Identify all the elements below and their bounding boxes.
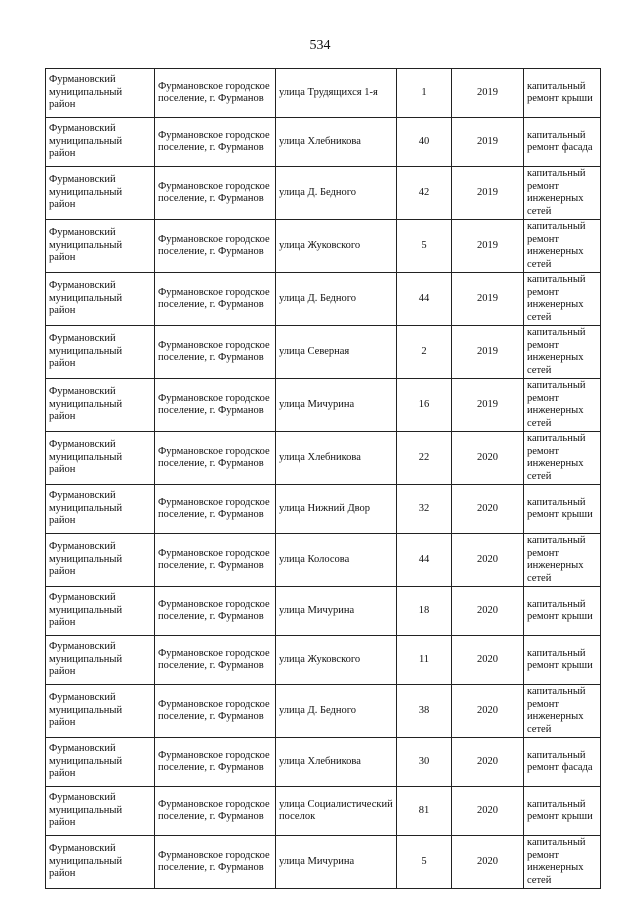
year-cell: 2020 — [452, 636, 524, 685]
house-number-cell: 16 — [397, 379, 452, 432]
year-cell: 2020 — [452, 534, 524, 587]
district-cell: Фурмановский муниципальный район — [46, 685, 155, 738]
settlement-cell: Фурмановское городское поселение, г. Фурманов — [155, 636, 276, 685]
settlement-cell: Фурмановское городское поселение, г. Фурманов — [155, 534, 276, 587]
settlement-cell: Фурмановское городское поселение, г. Фурманов — [155, 379, 276, 432]
district-cell: Фурмановский муниципальный район — [46, 69, 155, 118]
house-number-cell: 2 — [397, 326, 452, 379]
street-cell: улица Д. Бедного — [276, 167, 397, 220]
house-number-cell: 30 — [397, 738, 452, 787]
street-cell: улица Нижний Двор — [276, 485, 397, 534]
work-type-cell: капитальный ремонт крыши — [524, 485, 601, 534]
street-cell: улица Трудящихся 1-я — [276, 69, 397, 118]
year-cell: 2019 — [452, 167, 524, 220]
street-cell: улица Жуковского — [276, 220, 397, 273]
district-cell: Фурмановский муниципальный район — [46, 167, 155, 220]
year-cell: 2020 — [452, 836, 524, 889]
street-cell: улица Жуковского — [276, 636, 397, 685]
work-type-cell: капитальный ремонт крыши — [524, 69, 601, 118]
house-number-cell: 5 — [397, 220, 452, 273]
work-type-cell: капитальный ремонт крыши — [524, 587, 601, 636]
year-cell: 2020 — [452, 685, 524, 738]
street-cell: улица Хлебникова — [276, 432, 397, 485]
table-row — [46, 738, 601, 787]
house-number-cell: 38 — [397, 685, 452, 738]
work-type-cell: капитальный ремонт инженерных сетей — [524, 379, 601, 432]
year-cell: 2019 — [452, 379, 524, 432]
table-row — [46, 836, 601, 889]
house-number-cell: 11 — [397, 636, 452, 685]
house-number-cell: 42 — [397, 167, 452, 220]
work-type-cell: капитальный ремонт инженерных сетей — [524, 326, 601, 379]
street-cell: улица Хлебникова — [276, 118, 397, 167]
work-type-cell: капитальный ремонт фасада — [524, 738, 601, 787]
district-cell: Фурмановский муниципальный район — [46, 118, 155, 167]
street-cell: улица Мичурина — [276, 379, 397, 432]
settlement-cell: Фурмановское городское поселение, г. Фурманов — [155, 587, 276, 636]
year-cell: 2020 — [452, 738, 524, 787]
house-number-cell: 44 — [397, 273, 452, 326]
work-type-cell: капитальный ремонт инженерных сетей — [524, 432, 601, 485]
street-cell: улица Социалистический поселок — [276, 787, 397, 836]
work-type-cell: капитальный ремонт крыши — [524, 787, 601, 836]
table-row — [46, 787, 601, 836]
year-cell: 2020 — [452, 587, 524, 636]
settlement-cell: Фурмановское городское поселение, г. Фурманов — [155, 685, 276, 738]
table-row — [46, 69, 601, 118]
table-row — [46, 587, 601, 636]
table-row — [46, 685, 601, 738]
settlement-cell: Фурмановское городское поселение, г. Фурманов — [155, 485, 276, 534]
year-cell: 2019 — [452, 69, 524, 118]
settlement-cell: Фурмановское городское поселение, г. Фурманов — [155, 738, 276, 787]
district-cell: Фурмановский муниципальный район — [46, 432, 155, 485]
street-cell: улица Северная — [276, 326, 397, 379]
settlement-cell: Фурмановское городское поселение, г. Фурманов — [155, 220, 276, 273]
work-type-cell: капитальный ремонт крыши — [524, 636, 601, 685]
settlement-cell: Фурмановское городское поселение, г. Фурманов — [155, 273, 276, 326]
district-cell: Фурмановский муниципальный район — [46, 273, 155, 326]
year-cell: 2020 — [452, 432, 524, 485]
year-cell: 2020 — [452, 787, 524, 836]
house-number-cell: 1 — [397, 69, 452, 118]
work-type-cell: капитальный ремонт инженерных сетей — [524, 167, 601, 220]
table-row — [46, 118, 601, 167]
district-cell: Фурмановский муниципальный район — [46, 636, 155, 685]
work-type-cell: капитальный ремонт инженерных сетей — [524, 273, 601, 326]
settlement-cell: Фурмановское городское поселение, г. Фурманов — [155, 836, 276, 889]
house-number-cell: 44 — [397, 534, 452, 587]
work-type-cell: капитальный ремонт инженерных сетей — [524, 685, 601, 738]
district-cell: Фурмановский муниципальный район — [46, 836, 155, 889]
house-number-cell: 18 — [397, 587, 452, 636]
year-cell: 2020 — [452, 485, 524, 534]
table-row — [46, 534, 601, 587]
house-number-cell: 22 — [397, 432, 452, 485]
work-type-cell: капитальный ремонт фасада — [524, 118, 601, 167]
year-cell: 2019 — [452, 326, 524, 379]
table-row — [46, 379, 601, 432]
page-number: 534 — [309, 38, 331, 53]
year-cell: 2019 — [452, 118, 524, 167]
district-cell: Фурмановский муниципальный район — [46, 220, 155, 273]
table-row — [46, 167, 601, 220]
street-cell: улица Д. Бедного — [276, 273, 397, 326]
work-type-cell: капитальный ремонт инженерных сетей — [524, 836, 601, 889]
settlement-cell: Фурмановское городское поселение, г. Фурманов — [155, 167, 276, 220]
work-type-cell: капитальный ремонт инженерных сетей — [524, 534, 601, 587]
district-cell: Фурмановский муниципальный район — [46, 326, 155, 379]
table-row — [46, 220, 601, 273]
table-row — [46, 432, 601, 485]
settlement-cell: Фурмановское городское поселение, г. Фурманов — [155, 787, 276, 836]
district-cell: Фурмановский муниципальный район — [46, 485, 155, 534]
house-number-cell: 81 — [397, 787, 452, 836]
work-type-cell: капитальный ремонт инженерных сетей — [524, 220, 601, 273]
settlement-cell: Фурмановское городское поселение, г. Фурманов — [155, 118, 276, 167]
street-cell: улица Хлебникова — [276, 738, 397, 787]
district-cell: Фурмановский муниципальный район — [46, 787, 155, 836]
settlement-cell: Фурмановское городское поселение, г. Фурманов — [155, 432, 276, 485]
table-row — [46, 273, 601, 326]
street-cell: улица Д. Бедного — [276, 685, 397, 738]
table-row — [46, 636, 601, 685]
house-number-cell: 40 — [397, 118, 452, 167]
district-cell: Фурмановский муниципальный район — [46, 587, 155, 636]
settlement-cell: Фурмановское городское поселение, г. Фурманов — [155, 69, 276, 118]
district-cell: Фурмановский муниципальный район — [46, 379, 155, 432]
year-cell: 2019 — [452, 220, 524, 273]
district-cell: Фурмановский муниципальный район — [46, 738, 155, 787]
house-number-cell: 5 — [397, 836, 452, 889]
year-cell: 2019 — [452, 273, 524, 326]
house-number-cell: 32 — [397, 485, 452, 534]
district-cell: Фурмановский муниципальный район — [46, 534, 155, 587]
table-row — [46, 326, 601, 379]
street-cell: улица Мичурина — [276, 587, 397, 636]
table-row — [46, 485, 601, 534]
street-cell: улица Колосова — [276, 534, 397, 587]
settlement-cell: Фурмановское городское поселение, г. Фурманов — [155, 326, 276, 379]
repair-schedule-table — [45, 68, 601, 889]
street-cell: улица Мичурина — [276, 836, 397, 889]
